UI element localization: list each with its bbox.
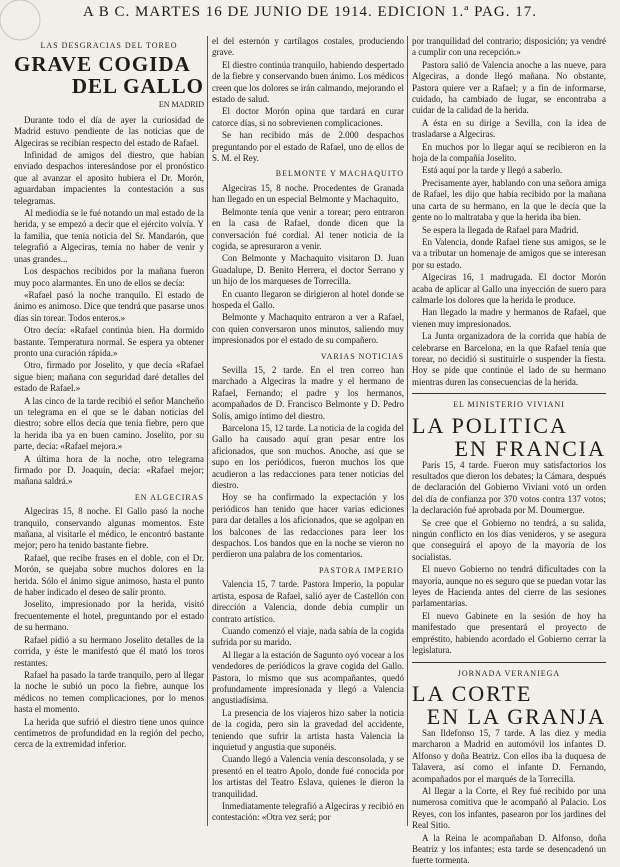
paragraph: Pastora salió de Valencia anoche a las nueve, para Algeciras, a donde llegó mañana. No obstante, Pastora quiere ver a Rafael; y a fin de informarse, cuidado, ha cambiado de lugar, se encontraba a cuidar de la calidad de la herida. [412,59,606,116]
paragraph: Sevilla 15, 2 tarde. En el tren correo han marchado a Algeciras la madre y el hermano de Rafael, Fernando; el padre y los hermanos, acompañados de D. Francisco Belmonte y D. Pedro Solís, amigo íntimo del diestro. [212,364,404,421]
paragraph: Precisamente ayer, hablando con una señora amiga de Rafael, les dijo que había recibido por la mañana una carta de su hermano, en la que le decía que la gente no lo maltrataba y que la herida iba bien. [412,177,606,223]
paragraph: Los despachos recibidos por la mañana fueron muy poco alarmantes. En uno de ellos se decía: [14,266,204,288]
paragraph: Se espera la llegada de Rafael para Madrid. [422,224,579,235]
headline-line-1: LA POLITICA [412,412,568,438]
headline-line-2: EN LA GRANJA [426,703,606,729]
paragraph: A las cinco de la tarde recibió el señor Mancheño un telegrama en el que se le daban noticias del diestro; sobre ellos decía que tenía fiebre, pero que la herida iba ya en buen camino. Joselito, por su parte, decía: «Rafael mejora.» [14,395,204,452]
paragraph: Cuando comenzó el viaje, nada sabía de la cogida sufrida por su marido. [212,625,404,648]
paragraph: A última hora de la noche, otro telegrama firmado por D. Joaquín, decía: «Rafael mejor; mañana saldrá.» [14,453,204,487]
paragraph: Otro, firmado por Joselito, y que decía «Rafael sigue bien; mañana con seguridad daré detalles del estado de Rafael.» [14,360,204,394]
paragraph: La presencia de los viajeros hizo saber la noticia de la cogida, pero sin la gravedad del accidente, teniendo que sufrir la artista hasta Valencia la inquietud y angustia que suponéis. [212,707,404,752]
section-heading: BELMONTE Y MACHAQUITO [275,169,404,179]
paragraph: Se cree que el Gobierno no tendrá, a su salida, ningún conflicto en los días venideros, y se asegura que conseguirá el apoyo de la mayoría de los socialistas. [412,517,606,562]
paragraph: Infinidad de amigos del diestro, que habían enviado despachos interesándose por el pronóstico que al avanzar el aposito hubiera el Dr. Morón, aguardaban impacientes la contestación a sus telegramas. [14,150,204,206]
paragraph: La herida que sufrió el diestro tiene unos quince centímetros de profundidad en la región del pecho, cerca de la extremidad inferior. [14,716,204,750]
column-2 [212,36,404,830]
section-heading: EN ALGECIRAS [134,492,204,502]
paragraph: Algeciras 16, 1 madrugada. El doctor Morón acaba de aplicar al Gallo una inyección de suero para calmarle los dolores que la herida le produce. [412,272,606,305]
paragraph: Han llegado la madre y hermanos de Rafael, que vienen muy impresionados. [412,307,606,329]
paragraph: Barcelona 15, 12 tarde. La noticia de la cogida del Gallo ha causado aquí gran pesar entre los aficionados, que son muchos. Anoche, así que se supo en los periódicos, fueron muchos los que acudieron a las redacciones para tener noticias del diestro. [212,423,404,491]
paragraph: A ésta en su dirige a Sevilla, con la idea de trasladarse a Algeciras. [412,117,606,140]
masthead: A B C. MARTES 16 DE JUNIO DE 1914. EDICION 1.ª PAG. 17. [83,4,537,20]
paragraph: El nuevo Gobierno no tendrá dificultades con la mayoría, aunque no es seguro que se puedan votar las leyes de Hacienda antes del cierre de las sesiones parlamentarias. [412,564,606,609]
paragraph: El diestro continúa tranquilo, habiendo despertado de la fiebre y conservando buen ánimo. Los médicos creen que los dolores se irán calmando, mejorando el estado de salud. [212,59,404,105]
headline-line-2: EN FRANCIA [454,435,606,461]
column-divider [207,36,208,826]
paragraph: El nuevo Gabinete en la sesión de hoy ha manifestado que presentará el proyecto de empréstito, habiendo acordado el Gobierno cerrar la legislatura. [412,610,606,656]
paragraph: Algeciras 15, 8 noche. El Gallo pasó la noche tranquilo, conservando algunas momentos. Este mañana, al visitarle el médico, le encontró bastante mejor; pero ha tenido bastante fiebre. [14,506,204,551]
paragraph: En muchos por lo llegar aquí se recibieron en la hoja de la compañía Joselito. [412,141,606,164]
section-heading: PASTORA IMPERIO [318,565,404,575]
paragraph: Inmediatamente telegrafió a Algeciras y recibió en contestación: «Otra vez será; por [212,801,404,823]
section-heading: EL MINISTERIO VIVIANI [453,400,565,410]
headline-line-1: LA CORTE [412,680,533,706]
paragraph: Al mediodía se le fué notando un mal estado de la herida, y se empezó a decir que el ejército volvía. Y la familia, que tenía noticia del Sr. Mandarón, que telegrafió a Algeciras, temía no haber de venir y unas grandes... [14,208,204,264]
paragraph: Valencia 15, 7 tarde. Pastora Imperio, la popular artista, esposa de Rafael, salió ayer de Castellón con dirección a Valencia, donde debía cumplir un contrato artístico. [212,579,404,624]
section-heading: JORNADA VERANIEGA [457,668,561,678]
paragraph: El doctor Morón opina que tardará en curar catorce días, si no sobrevienen complicaciones. [212,106,404,128]
section-heading: VARIAS NOTICIAS [320,351,404,361]
paragraph: Hoy se ha confirmado la expectación y los periódicos han tenido que hacer varias ediciones para dar detalles a los aficionados, que se agolpan en los balcones de las redacciones para leer los despachos. Los bandos que en la noche se vieron no perdieron una palabra de los comentarios. [212,492,404,560]
section-rule [412,662,606,663]
column-1 [14,36,204,830]
paragraph: Joselito, impresionado por la herida, visitó frecuentemente el hotel, preguntando por el estado de su hermano. [14,599,204,633]
paragraph: A la Reina le acompañaban D. Alfonso, doña Beatriz y los infantes; esta tarde se desencadenó un fuerte tormenta. [412,832,606,866]
paragraph: Al llegar a la Corte, el Rey fué recibido por una numerosa comitiva que le acompañó al Palacio. Los Reyes, con los infantes, pasearon por los jardines del Real Sitio. [412,785,606,831]
paragraph: Rafael pidió a su hermano Joselito detalles de la corrida, y éste le manifestó que él mató los toros restantes. [14,634,204,668]
column-divider [407,36,408,826]
paragraph: Algeciras 15, 8 noche. Procedentes de Granada han llegado en un especial Belmonte y Machaquito. [212,182,404,205]
paragraph: La Junta organizadora de la corrida que había de celebrarse en Barcelona, en la que Rafael tenía que torear, no decidió si sustituirle o suspender la fiesta. Hoy se pide que continúe el lado de su hermano mientras duren las consecuencias de la herida. [412,331,606,387]
paragraph: Cuando llegó a Valencia venía desconsolada, y se presentó en el teatro Apolo, donde fué conocida por los artistas del Teatro Eslava, quienes le dieron la tranquilidad. [212,754,404,799]
paragraph: Belmonte y Machaquito entraron a ver a Rafael, con quien conversaron unos minutos, saliendo muy impresionados por el estado de su compañero. [212,312,404,346]
paragraph: Rafael ha pasado la tarde tranquilo, pero al llegar la noche le subió un poco la fiebre, aunque los médicos no temen complicaciones, por lo menos hasta el momento. [14,669,204,715]
paragraph: En cuanto llegaron se dirigieron al hotel donde se hospeda el Gallo. [212,288,404,310]
paragraph: por tranquilidad del contrario; disposición; ya vendré a cumplir con una recepción.» [412,36,606,58]
paragraph: París 15, 4 tarde. Fueron muy satisfactorios los resultados que dieron los debates; la Cámara, después de declaración del Gobierno Viviani votó un orden del día de confianza por 370 votos contra 137 votos; la declaración fué aprobada por M. Doumergue. [412,459,606,516]
paragraph: Se han recibido más de 2.000 despachos preguntando por el estado de Rafael, uno de ellos de S. M. el Rey. [212,130,404,164]
paragraph: Al llegar a la estación de Sagunto oyó vocear a los vendedores de periódicos la grave cogida del Gallo. Pastora, lo mismo que sus acompañantes, quedó profundamente impresionada y llegó a Valencia angustiadísima. [212,649,404,706]
paragraph: el del esternón y cartílagos costales, produciendo grave. [212,36,404,58]
paragraph: Rafael, que recibe frases en el doble, con el Dr. Morón, se quejaba sobre muchos dolores en la herida. Sólo el ánimo sigue animoso, hasta el punto de haber indicado el deseo de salir pronto. [14,552,204,598]
column-3 [412,36,606,866]
section-kicker: LAS DESGRACIAS DEL TOREO [40,41,178,50]
paragraph: «Rafael pasó la noche tranquilo. El estado de ánimo es animoso. Dice que tendrá que pasarse unos días sin torear. Todos enteros.» [14,289,204,323]
paragraph: Durante todo el día de ayer la curiosidad de Madrid estuvo pendiente de las noticias que de Algeciras se recibían respecto del estado de Rafael. [14,114,204,148]
headline-subtitle: EN MADRID [158,100,204,110]
paragraph: Está aquí por la tarde y llegó a saberlo. [422,165,563,176]
section-rule [412,393,606,394]
paragraph: Belmonte tenía que venir a torear; pero entraron en la casa de Rafael, donde dicen que la conversación fué cordial. Al tener noticia de la cogida, se apresuraron a venir. [212,206,404,251]
headline-line-1: GRAVE COGIDA [14,52,191,77]
paragraph: Otro decía: «Rafael continúa bien. Ha dormido bastante. Temperatura normal. Se espera ya obtener pronto una curación rápida.» [14,325,204,358]
paragraph: Con Belmonte y Machaquito visitaron D. Juan Guadalupe, D. Benito Herrera, el doctor Serrano y un hijo de los marqueses de Torrecilla. [212,253,404,287]
paragraph: En Valencia, donde Rafael tiene sus amigos, se le va a tributar un homenaje de amigos que se interesan por su estado. [412,236,606,270]
headline-line-2: DEL GALLO [71,74,204,99]
paragraph: San Ildefonso 15, 7 tarde. A las diez y media marcharon a Madrid en automóvil los infantes D. Alfonso y doña Beatriz. Con ellos iba la duquesa de Talavera, así como el infante D. Fernando, acompañados por el marqués de la Torrecilla. [412,727,606,784]
